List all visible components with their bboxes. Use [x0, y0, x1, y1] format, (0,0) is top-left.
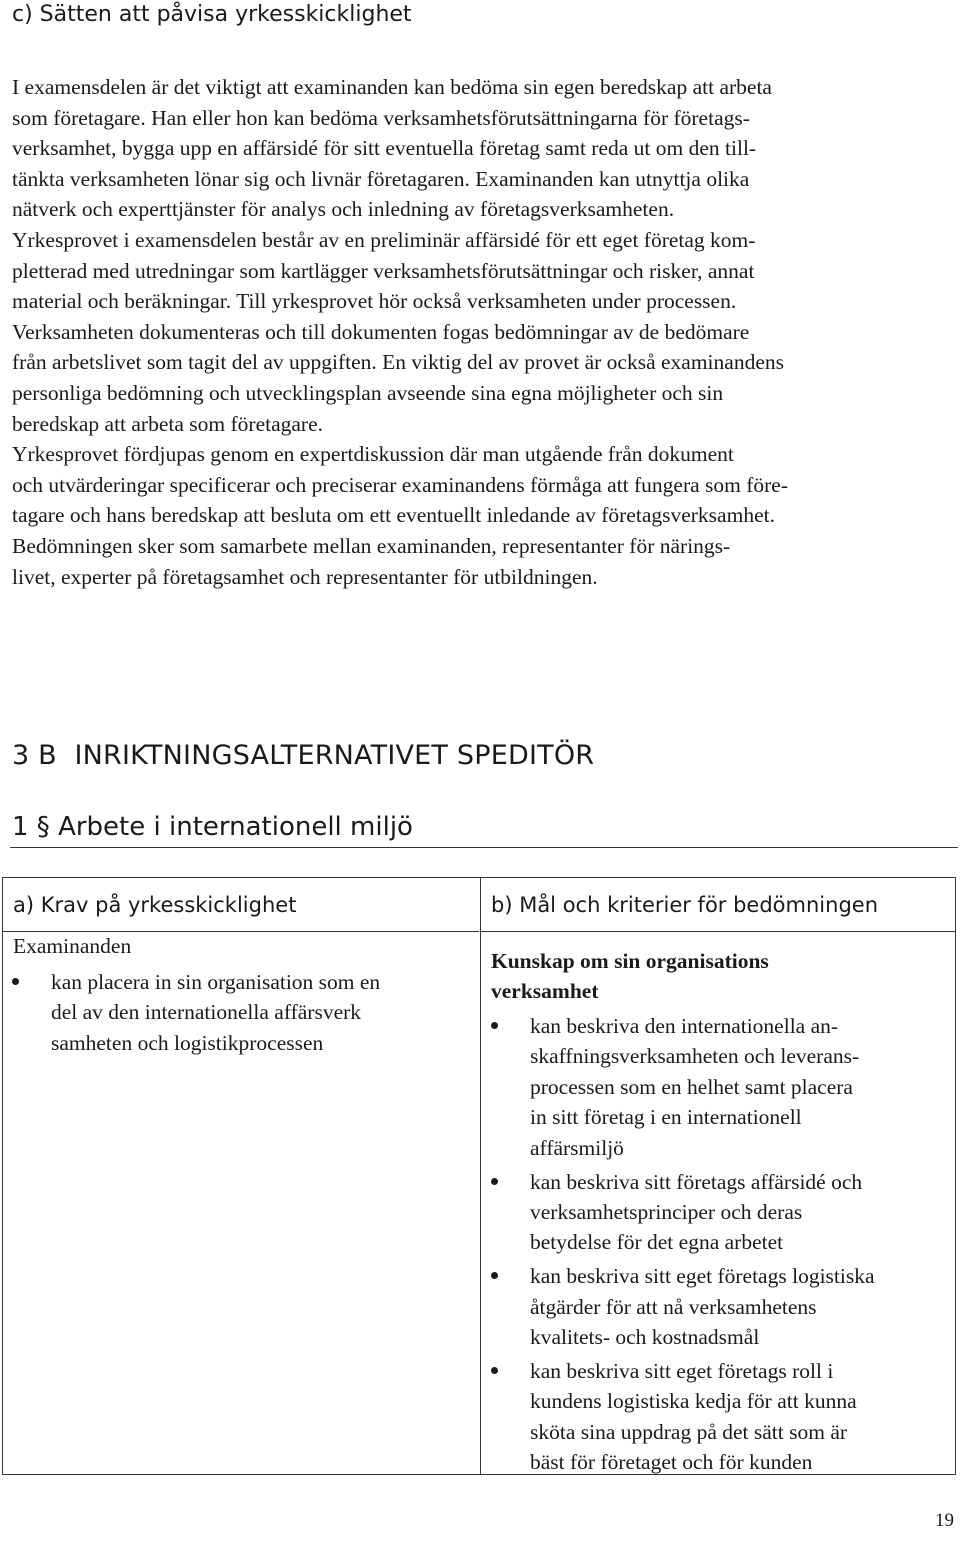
body-line: Bedömningen sker som samarbete mellan examinanden, representanter för närings- — [12, 533, 731, 558]
list-item-line: skaffningsverksamheten och leverans- — [530, 1044, 860, 1069]
list-item-line: kvalitets- och kostnadsmål — [530, 1325, 760, 1350]
body-line: material och beräkningar. Till yrkesprovet hör också verksamheten under processen. — [12, 289, 737, 314]
list-item-line: kan beskriva den internationella an- — [530, 1014, 839, 1038]
bullet-icon — [12, 978, 19, 985]
section-heading-3b: 3 B INRIKTNINGSALTERNATIVET SPEDITÖR — [12, 740, 595, 771]
body-line: Yrkesprovet fördjupas genom en expertdiskussion där man utgående från dokument — [12, 442, 734, 467]
list-item-line: betydelse för det egna arbetet — [530, 1230, 784, 1255]
list-item-line: affärsmiljö — [530, 1135, 624, 1160]
subsection-heading: 1 § Arbete i internationell miljö — [12, 812, 413, 842]
bullet-icon — [491, 1022, 498, 1029]
list-item-line: kan beskriva sitt företags affärsidé och — [530, 1169, 863, 1194]
body-line: tagare och hans beredskap att besluta om ett eventuellt inledande av företagsverksamhet. — [12, 503, 775, 528]
list-item-line: kan beskriva sitt eget företags roll i — [530, 1358, 834, 1383]
subheading-line: Kunskap om sin organisations — [491, 949, 769, 973]
list-item — [530, 1167, 875, 1258]
list-item — [530, 1356, 875, 1478]
column-heading-requirements: a) Krav på yrkesskicklighet — [13, 893, 297, 917]
list-item-line: bäst för företaget och för kunden — [530, 1450, 813, 1475]
list-item-line: processen som en helhet samt placera — [530, 1074, 853, 1099]
list-item-line: in sitt företag i en internationell — [530, 1105, 802, 1130]
body-line: och utvärderingar specificerar och preciserar examinandens förmåga att fungera som före- — [12, 472, 789, 497]
body-line: Yrkesprovet i examensdelen består av en preliminär affärsidé för ett eget företag kom- — [12, 227, 756, 252]
list-item-line: samheten och logistikprocessen — [51, 1030, 324, 1055]
list-item-line: kan placera in sin organisation som en — [51, 970, 381, 994]
list-item-line: åtgärder för att nå verksamhetens — [530, 1294, 817, 1319]
criteria-list — [530, 1011, 875, 1481]
list-item — [530, 1261, 875, 1352]
column-intro: Examinanden — [13, 934, 132, 958]
body-line: tänkta verksamheten lönar sig och livnär företagaren. Examinanden kan utnyttja olika — [12, 166, 750, 191]
requirements-table — [2, 877, 956, 1475]
body-line: beredskap att arbeta som företagare. — [12, 411, 323, 436]
bullet-icon — [491, 1178, 498, 1185]
body-line: personliga bedömning och utvecklingsplan avseende sina egna möjligheter och sin — [12, 380, 724, 405]
column-heading-criteria: b) Mål och kriterier för bedömningen — [491, 893, 879, 917]
subheading-line: verksamhet — [491, 979, 599, 1003]
body-line: pletterad med utredningar som kartlägger verksamhetsförutsättningar och risker, annat — [12, 258, 755, 283]
list-item-line: del av den internationella affärsverk — [51, 1000, 362, 1025]
list-item-line: kan beskriva sitt eget företags logistiska — [530, 1264, 875, 1289]
list-item-line: verksamhetsprinciper och deras — [530, 1199, 803, 1224]
body-line: I examensdelen är det viktigt att examinanden kan bedöma sin egen beredskap att arbeta — [12, 75, 772, 99]
list-item — [51, 967, 380, 1058]
bullet-icon — [491, 1272, 498, 1279]
list-item — [530, 1011, 875, 1163]
column-divider — [480, 878, 481, 1474]
list-item-line: kundens logistiska kedja för att kunna — [530, 1389, 857, 1414]
page-number: 19 — [935, 1510, 954, 1531]
body-line: livet, experter på företagsamhet och representanter för utbildningen. — [12, 564, 598, 589]
body-line: från arbetslivet som tagit del av uppgiften. En viktig del av provet är också examinandens — [12, 350, 784, 375]
header-divider — [481, 931, 955, 932]
heading-divider — [10, 847, 958, 848]
body-line: verksamhet, bygga upp en affärsidé för sitt eventuella företag samt reda ut om den till- — [12, 136, 757, 161]
requirements-list — [51, 967, 380, 1058]
bullet-icon — [491, 1367, 498, 1374]
criteria-subheading — [491, 946, 769, 1006]
section-heading-c: c) Sätten att påvisa yrkesskicklighet — [12, 2, 412, 27]
body-line: som företagare. Han eller hon kan bedöma verksamhetsförutsättningarna för företags- — [12, 105, 750, 130]
section-c-body — [12, 72, 960, 592]
body-line: Verksamheten dokumenteras och till dokumenten fogas bedömningar av de bedömare — [12, 319, 750, 344]
body-line: nätverk och experttjänster för analys och inledning av företagsverksamheten. — [12, 197, 675, 222]
list-item-line: sköta sina uppdrag på det sätt som är — [530, 1419, 848, 1444]
